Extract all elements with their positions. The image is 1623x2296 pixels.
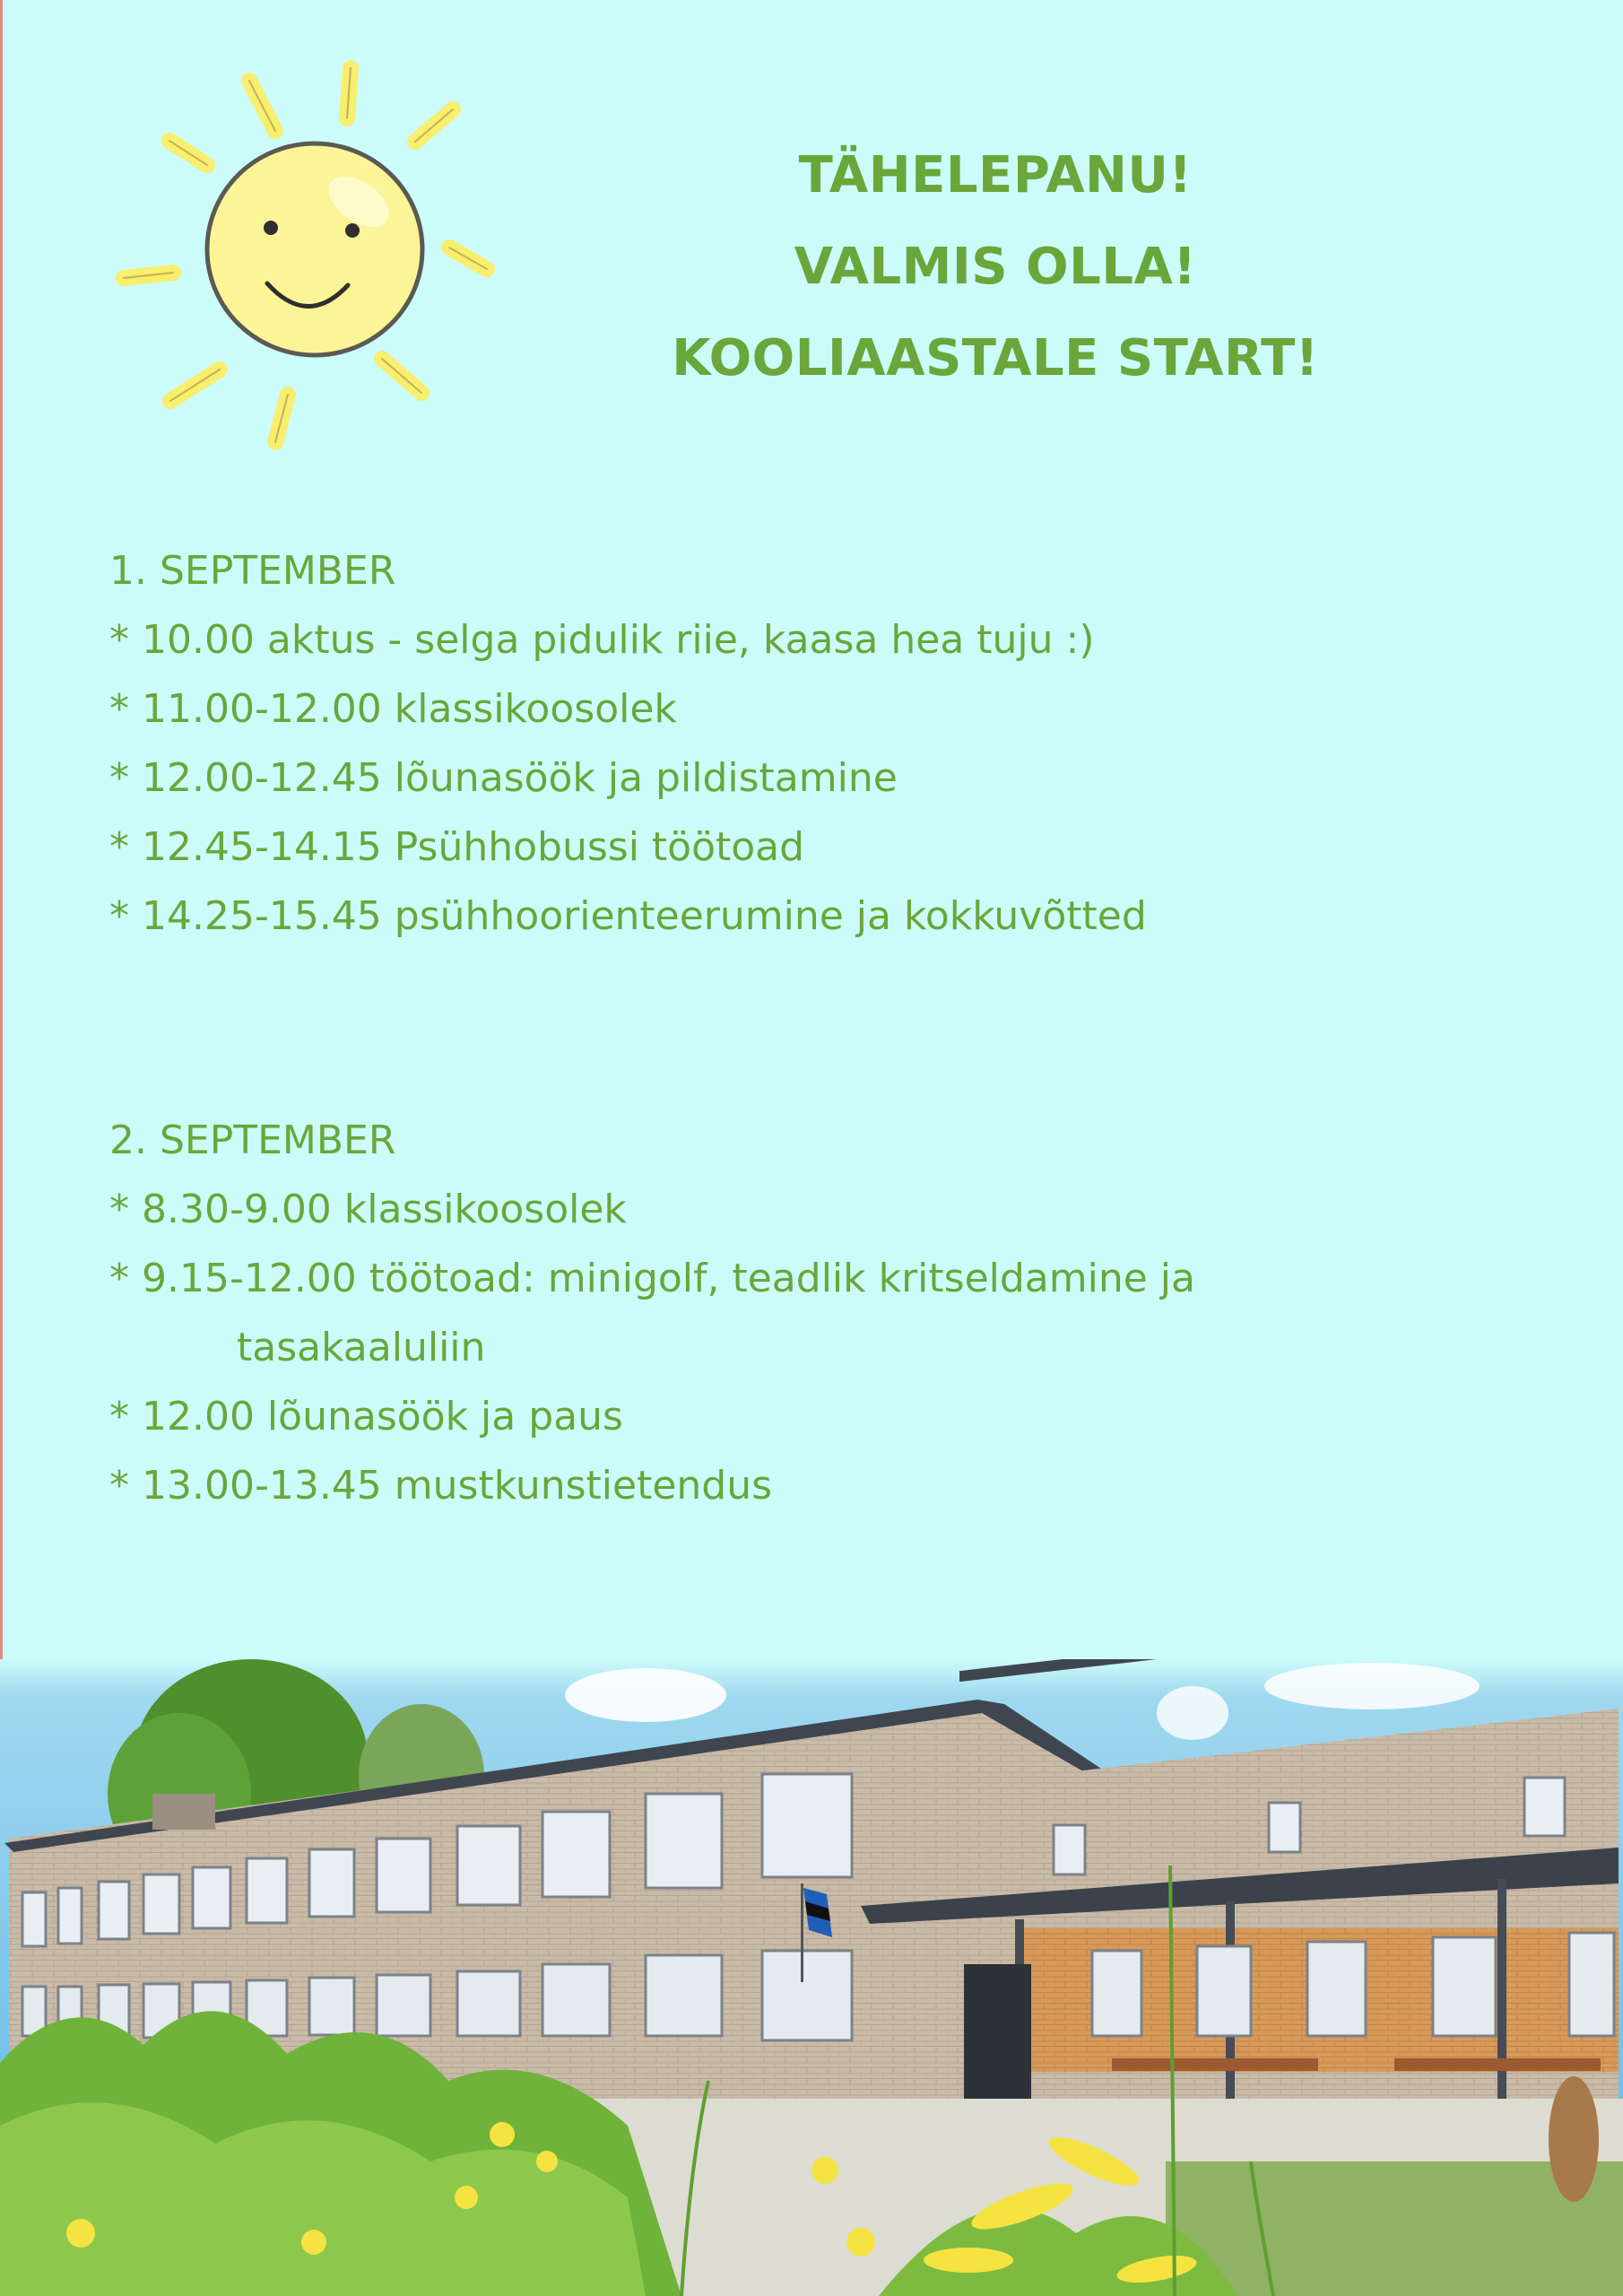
smiling-sun-icon (103, 54, 516, 466)
day-heading: 2. SEPTEMBER (109, 1118, 396, 1163)
schedule-item: * 12.00 lõunasöök ja paus (109, 1394, 623, 1439)
schedule-item: * 10.00 aktus - selga pidulik riie, kaasa hea tuju :) (109, 617, 1095, 663)
day-heading: 1. SEPTEMBER (109, 548, 396, 594)
september-1-schedule (109, 536, 1147, 951)
schedule-item: * 12.45-14.15 Psühhobussi töötoad (109, 824, 805, 870)
schedule-item: * 12.00-12.45 lõunasöök ja pildistamine (109, 755, 898, 801)
september-2-schedule (109, 1106, 1195, 1520)
schedule-item: * 14.25-15.45 psühhoorienteerumine ja kokkuvõtted (109, 893, 1147, 939)
schedule-item: * 8.30-9.00 klassikoosolek (109, 1187, 627, 1232)
schedule-item: * 9.15-12.00 töötoad: minigolf, teadlik kritseldamine ja (109, 1256, 1195, 1301)
schedule-item: * 11.00-12.00 klassikoosolek (109, 686, 677, 732)
headline-line-3: KOOLIAASTALE START! (672, 329, 1319, 387)
schedule-item-continuation: tasakaaluliin (237, 1325, 486, 1370)
headline-line-2: VALMIS OLLA! (794, 238, 1197, 296)
headline-line-1: TÄHELEPANU! (798, 146, 1193, 204)
schedule-item: * 13.00-13.45 mustkunstietendus (109, 1463, 773, 1509)
announcement-headline (574, 130, 1417, 404)
school-building-photo (0, 1659, 1623, 2296)
